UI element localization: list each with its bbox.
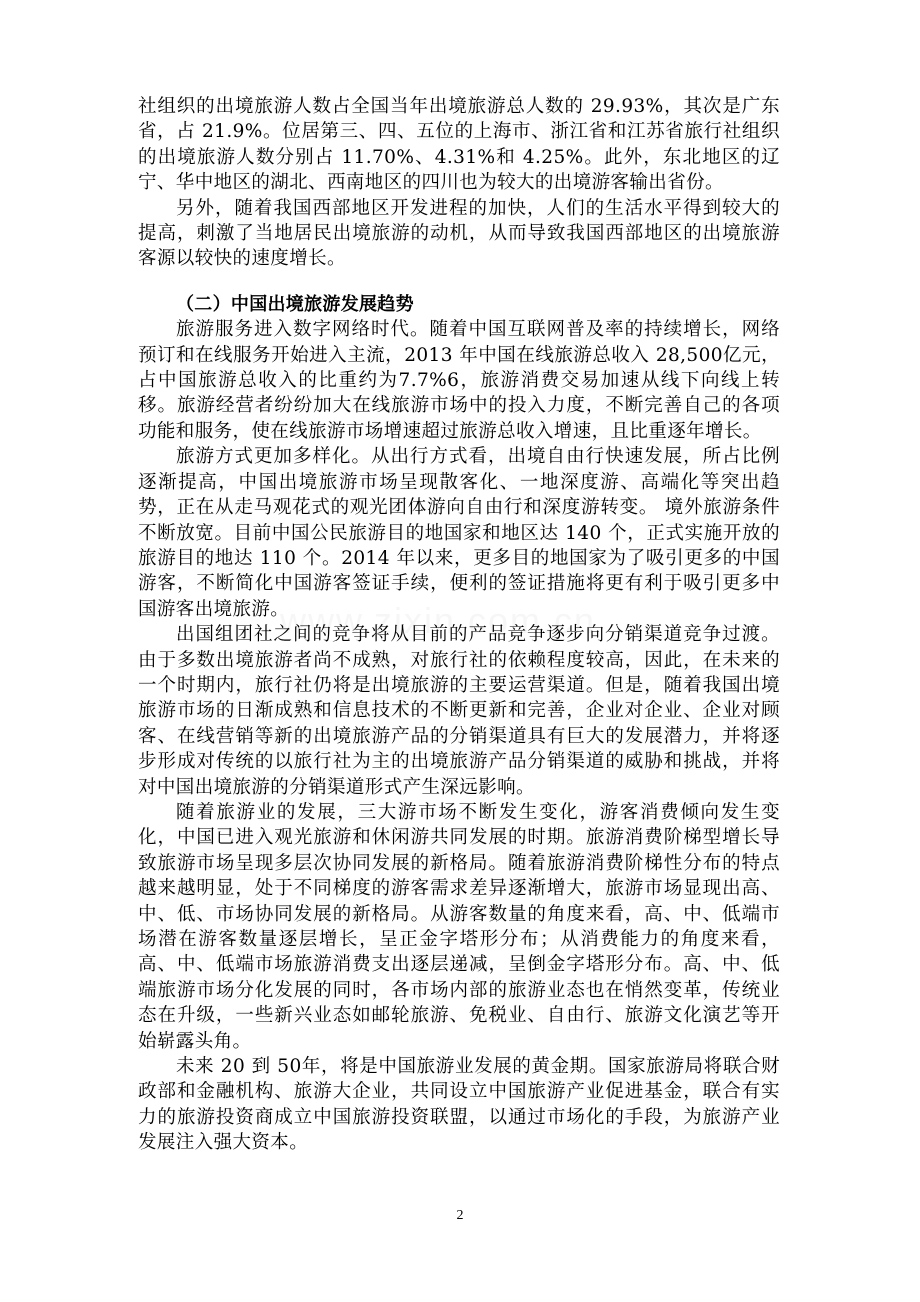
- document-body: [138, 94, 780, 1156]
- paragraph-continuation: 社组织的出境旅游人数占全国当年出境旅游总人数的 29.93%，其次是广东省，占 21.9%。位居第三、四、五位的上海市、浙江省和江苏省旅行社组织的出境旅游人数分别占 11.70%、4.31%和 4.25%。此外，东北地区的辽宁、华中地区的湖北、西南地区的四川也为较大的出境游客输出省份。: [138, 96, 780, 194]
- paragraph-digital-era: 旅游服务进入数字网络时代。随着中国互联网普及率的持续增长，网络预订和在线服务开始进入主流，2013 年中国在线旅游总收入 28,500亿元，占中国旅游总收入的比重约为7.7%6，旅游消费交易加速从线下向线上转移。旅游经营者纷纷加大在线旅游市场中的投入力度，不断完善自己的各项功能和服务，使在线旅游市场增速超过旅游总收入增速，且比重逐年增长。: [138, 319, 780, 442]
- page-number: 2: [456, 1208, 464, 1223]
- paragraph-travel-modes: 旅游方式更加多样化。从出行方式看，出境自由行快速发展，所占比例逐渐提高，中国出境旅游市场呈现散客化、一地深度游、高端化等突出趋势，正在从走马观花式的观光团体游向自由行和深度游转变。 境外旅游条件不断放宽。目前中国公民旅游目的地国家和地区达 140 个，正式实施开放的旅游目的地达 110 个。2014 年以来，更多目的地国家为了吸引更多的中国游客，不断简化中国游客签证手续，便利的签证措施将更有利于吸引更多中国游客出境旅游。: [138, 446, 780, 620]
- paragraph-western-region: 另外，随着我国西部地区开发进程的加快，人们的生活水平得到较大的提高，刺激了当地居民出境旅游的动机，从而导致我国西部地区的出境旅游客源以较快的速度增长。: [138, 197, 780, 270]
- paragraph-distribution-channels: 出国组团社之间的竞争将从目前的产品竞争逐步向分销渠道竞争过渡。由于多数出境旅游者尚不成熟，对旅行社的依赖程度较高，因此，在未来的一个时期内，旅行社仍将是出境旅游的主要运营渠道。但是，随着我国出境旅游市场的日渐成熟和信息技术的不断更新和完善，企业对企业、企业对顾客、在线营销等新的出境旅游产品的分销渠道具有巨大的发展潜力，并将逐步形成对传统的以旅行社为主的出境旅游产品分销渠道的威胁和挑战，并将对中国出境旅游的分销渠道形式产生深远影响。: [138, 624, 780, 798]
- paragraph-market-tiers: 随着旅游业的发展，三大游市场不断发生变化，游客消费倾向发生变化，中国已进入观光旅游和休闲游共同发展的时期。旅游消费阶梯型增长导致旅游市场呈现多层次协同发展的新格局。随着旅游消费阶梯性分布的特点越来越明显，处于不同梯度的游客需求差异逐渐增大，旅游市场显现出高、中、低、市场协同发展的新格局。从游客数量的角度来看，高、中、低端市场潜在游客数量逐层增长，呈正金字塔形分布；从消费能力的角度来看，高、中、低端市场旅游消费支出逐层递减，呈倒金字塔形分布。高、中、低端旅游市场分化发展的同时，各市场内部的旅游业态也在悄然变革，传统业态在升级，一些新兴业态如邮轮旅游、免税业、自由行、旅游文化演艺等开始崭露头角。: [138, 801, 780, 1052]
- paragraph-golden-period: 未来 20 到 50年，将是中国旅游业发展的黄金期。国家旅游局将联合财政部和金融机构、旅游大企业，共同设立中国旅游产业促进基金，联合有实力的旅游投资商成立中国旅游投资联盟，以通过市场化的手段，为旅游产业发展注入强大资本。: [138, 1056, 780, 1154]
- section-heading: （二）中国出境旅游发展趋势: [176, 293, 414, 315]
